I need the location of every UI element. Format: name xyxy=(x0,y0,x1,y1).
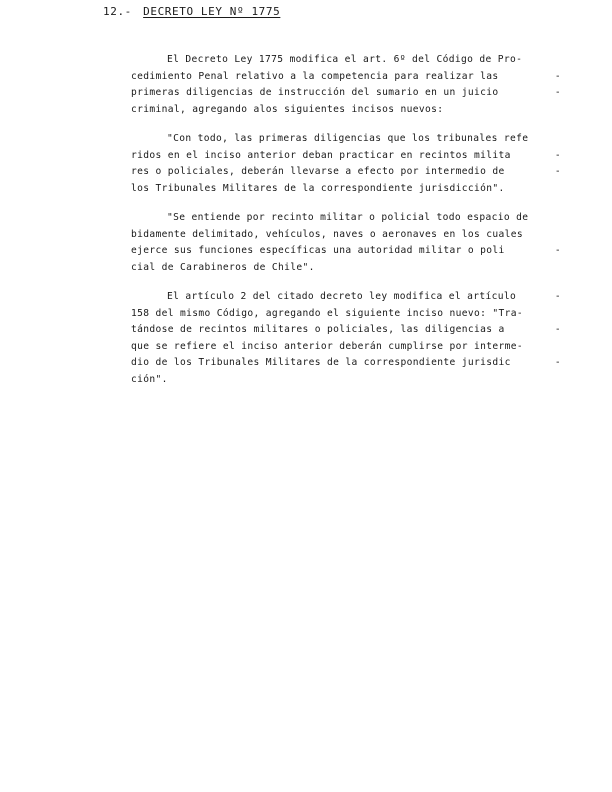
line-text: cial de Carabineros de Chile". xyxy=(131,261,315,273)
document-body xyxy=(131,52,561,401)
line-hyphen xyxy=(549,306,561,323)
line-hyphen: - xyxy=(554,324,561,335)
line-hyphen: - xyxy=(554,166,561,177)
line-text: cedimiento Penal relativo a la competencia para realizar las xyxy=(131,70,499,82)
line-hyphen xyxy=(549,52,561,69)
text-line xyxy=(131,227,561,244)
text-line xyxy=(131,69,561,86)
line-text: los Tribunales Militares de la correspondiente jurisdicción". xyxy=(131,182,505,194)
text-line xyxy=(131,243,561,260)
text-line xyxy=(131,289,561,306)
text-line xyxy=(131,131,561,148)
line-text: El Decreto Ley 1775 modifica el art. 6º del Código de Pro- xyxy=(167,54,523,65)
line-text: primeras diligencias de instrucción del sumario en un juicio xyxy=(131,87,499,98)
line-text: criminal, agregando alos siguientes incisos nuevos: xyxy=(131,103,444,115)
paragraph-article-2 xyxy=(131,289,561,388)
text-line xyxy=(131,181,561,198)
text-line xyxy=(131,322,561,339)
line-hyphen xyxy=(549,227,561,244)
section-heading xyxy=(103,5,280,18)
text-line xyxy=(131,148,561,165)
line-hyphen: - xyxy=(554,149,561,161)
line-text: 158 del mismo Código, agregando el siguiente inciso nuevo: "Tra- xyxy=(131,307,524,319)
line-hyphen: - xyxy=(554,87,561,98)
section-number: 12.- xyxy=(103,5,132,18)
line-hyphen xyxy=(549,102,561,119)
line-text: dio de los Tribunales Militares de la correspondiente jurisdic xyxy=(131,357,511,368)
line-text: "Con todo, las primeras diligencias que los tribunales refe xyxy=(167,133,529,144)
line-hyphen xyxy=(549,181,561,198)
line-text: ridos en el inciso anterior deban practicar en recintos milita xyxy=(131,149,511,161)
text-line xyxy=(131,355,561,372)
paragraph-quote-1 xyxy=(131,131,561,197)
text-line xyxy=(131,306,561,323)
text-line xyxy=(131,52,561,69)
line-hyphen xyxy=(549,260,561,277)
line-text: tándose de recintos militares o policiales, las diligencias a xyxy=(131,324,505,335)
line-text: que se refiere el inciso anterior deberán cumplirse por interme- xyxy=(131,340,524,352)
text-line xyxy=(131,372,561,389)
paragraph-quote-2 xyxy=(131,210,561,276)
line-hyphen: - xyxy=(554,70,561,82)
paragraph-intro xyxy=(131,52,561,118)
line-text: "Se entiende por recinto militar o policial todo espacio de xyxy=(167,212,529,223)
line-text: ejerce sus funciones específicas una autoridad militar o poli xyxy=(131,245,505,256)
line-text: res o policiales, deberán llevarse a efecto por intermedio de xyxy=(131,166,505,177)
text-line xyxy=(131,260,561,277)
line-hyphen xyxy=(549,339,561,356)
line-text: bidamente delimitado, vehículos, naves o aeronaves en los cuales xyxy=(131,228,524,240)
text-line xyxy=(131,85,561,102)
text-line xyxy=(131,102,561,119)
line-hyphen: - xyxy=(554,291,561,302)
text-line xyxy=(131,339,561,356)
section-title: DECRETO LEY Nº 1775 xyxy=(143,5,281,18)
text-line xyxy=(131,164,561,181)
line-text: ción". xyxy=(131,373,168,385)
line-hyphen xyxy=(549,372,561,389)
line-text: El artículo 2 del citado decreto ley modifica el artículo xyxy=(167,291,517,302)
line-hyphen: - xyxy=(554,357,561,368)
line-hyphen: - xyxy=(554,245,561,256)
text-line xyxy=(131,210,561,227)
line-hyphen xyxy=(549,210,561,227)
line-hyphen xyxy=(549,131,561,148)
